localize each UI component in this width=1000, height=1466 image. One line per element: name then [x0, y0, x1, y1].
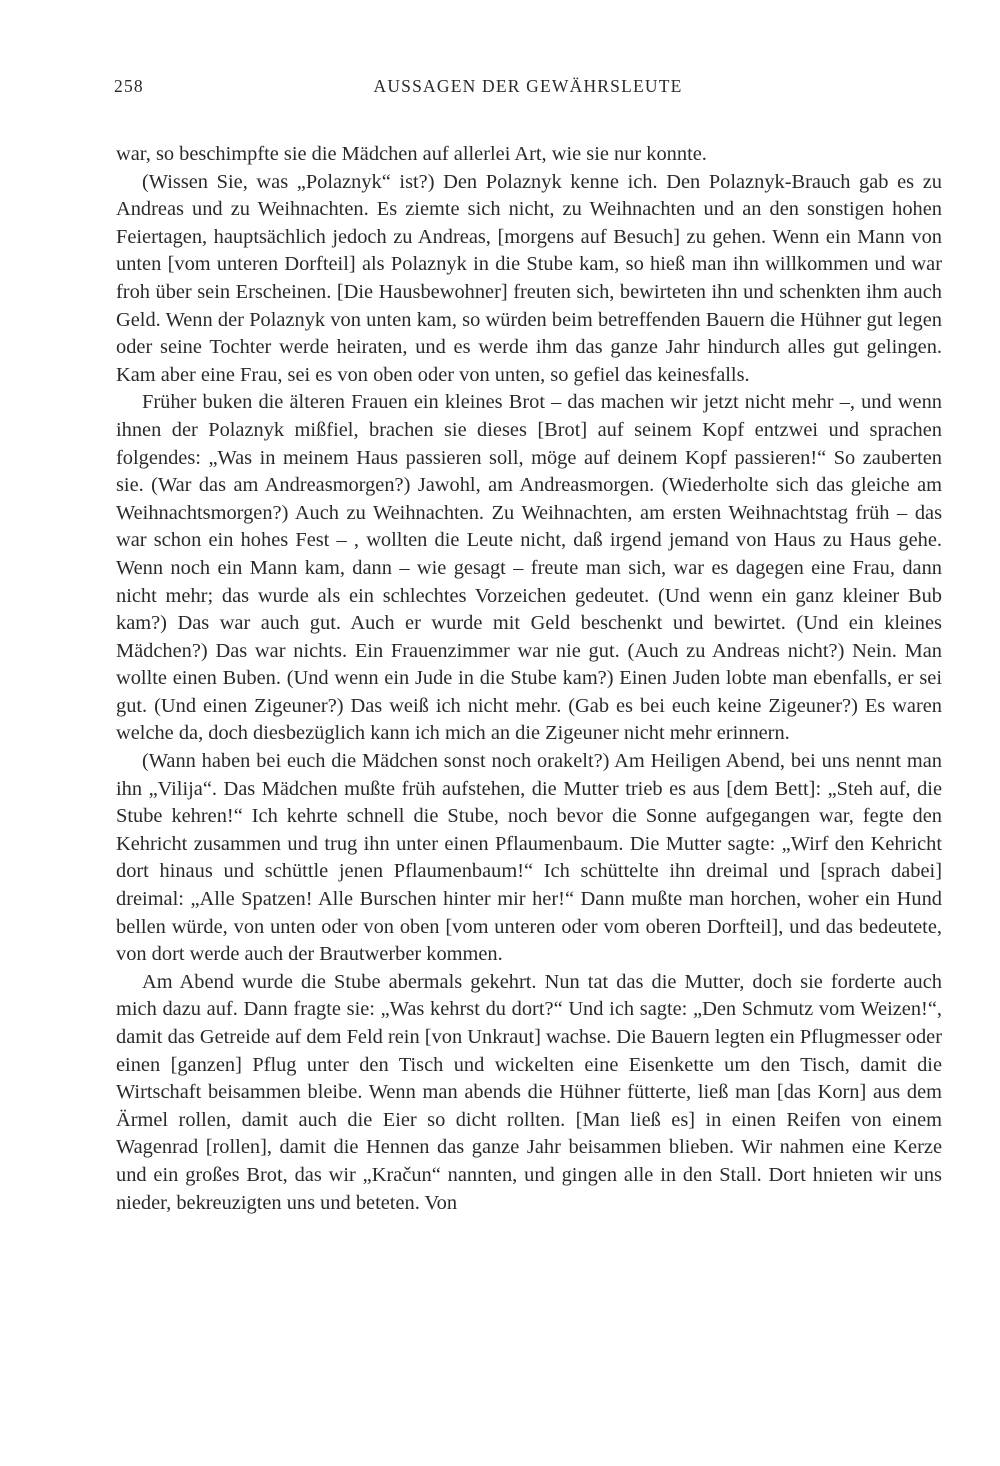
paragraph-continuation: war, so beschimpfte sie die Mädchen auf allerlei Art, wie sie nur konnte.: [116, 143, 707, 165]
paragraph-vilija: (Wann haben bei euch die Mädchen sonst noch orakelt?) Am Heiligen Abend, bei uns nennt man ihn „Vilija“. Das Mädchen mußte früh aufstehen, die Mutter trieb es aus [dem Bett]: „Steh auf, die Stube kehren!“ Ich kehrte schnell die Stube, noch bevor die Sonne aufgegangen war, fegte den Kehricht zusammen und trug ihn unter einen Pflaumenbaum. Die Mutter sagte: „Wirf den Kehricht dort hinaus und schüttle jenen Pflaumenbaum!“ Ich schüttelte ihn dreimal und [sprach dabei] dreimal: „Alle Spatzen! Alle Burschen hinter mir her!“ Dann mußte man horchen, woher ein Hund bellen würde, von unten oder von oben [vom unteren oder vom oberen Dorfteil], und das bedeutete, von dort werde auch der Brautwerber kommen.: [116, 750, 942, 966]
paragraph-brot: Früher buken die älteren Frauen ein kleines Brot – das machen wir jetzt nicht mehr –, und wenn ihnen der Polaznyk mißfiel, brachen sie dieses [Brot] auf seinem Kopf entzwei und sprachen folgendes: „Was in meinem Haus passieren soll, möge auf deinem Kopf passieren!“ So zauberten sie. (War das am Andreasmorgen?) Jawohl, am Andreasmorgen. (Wiederholte sich das gleiche am Weihnachtsmorgen?) Auch zu Weihnachten. Zu Weihnachten, am ersten Weihnachtstag früh – das war schon ein hohes Fest – , wollten die Leute nicht, daß irgend jemand von Haus zu Haus gehe. Wenn noch ein Mann kam, dann – wie gesagt – freute man sich, war es dagegen eine Frau, dann nicht mehr; das wurde als ein schlechtes Vorzeichen gedeutet. (Und wenn ein ganz kleiner Bub kam?) Das war auch gut. Auch er wurde mit Geld beschenkt und bewirtet. (Und ein kleines Mädchen?) Das war nichts. Ein Frauenzimmer war nie gut. (Auch zu Andreas nicht?) Nein. Man wollte einen Buben. (Und wenn ein Jude in die Stube kam?) Einen Juden lobte man ebenfalls, er sei gut. (Und einen Zigeuner?) Das weiß ich nicht mehr. (Gab es bei euch keine Zigeuner?) Es waren welche da, doch diesbezüglich kann ich mich an die Zigeuner nicht mehr erinnern.: [116, 391, 942, 745]
paragraph-polaznyk: (Wissen Sie, was „Polaznyk“ ist?) Den Polaznyk kenne ich. Den Polaznyk-Brauch gab es zu Andreas und zu Weihnachten. Es ziemte sich nicht, zu Weihnachten und an den sonstigen hohen Feiertagen, hauptsächlich jedoch zu Andreas, [morgens auf Besuch] zu gehen. Wenn ein Mann von unten [vom unteren Dorfteil] als Polaznyk in die Stube kam, so hieß man ihn willkommen und war froh über sein Erscheinen. [Die Hausbewohner] freuten sich, bewirteten ihn und schenkten ihm auch Geld. Wenn der Polaznyk von unten kam, so würden beim betreffenden Bauern die Hühner gut legen oder seine Tochter werde heiraten, und es werde ihm das ganze Jahr hindurch alles gut gelingen. Kam aber eine Frau, sei es von oben oder von unten, so gefiel das keinesfalls.: [116, 170, 942, 386]
body-text: [116, 141, 942, 1217]
paragraph-abend: Am Abend wurde die Stube abermals gekehrt. Nun tat das die Mutter, doch sie forderte auch mich dazu auf. Dann fragte sie: „Was kehrst du dort?“ Und ich sagte: „Den Schmutz vom Weizen!“, damit das Getreide auf dem Feld rein [von Unkraut] wachse. Die Bauern legten ein Pflugmesser oder einen [ganzen] Pflug unter den Tisch und wickelten eine Eisenkette um den Tisch, damit die Wirtschaft beisammen bleibe. Wenn man abends die Hühner fütterte, ließ man [das Korn] aus dem Ärmel rollen, damit auch die Eier so dicht rollten. [Man ließ es] in einen Reifen von einem Wagenrad [rollen], damit die Hennen das ganze Jahr beisammen blieben. Wir nahmen eine Kerze und ein großes Brot, das wir „Kračun“ nannten, und gingen alle in den Stall. Dort hnieten wir uns nieder, bekreuzigten uns und beteten. Von: [116, 970, 942, 1214]
page-header: [114, 76, 942, 104]
page-number: 258: [114, 76, 144, 96]
running-title: AUSSAGEN DER GEWÄHRSLEUTE: [373, 76, 683, 96]
